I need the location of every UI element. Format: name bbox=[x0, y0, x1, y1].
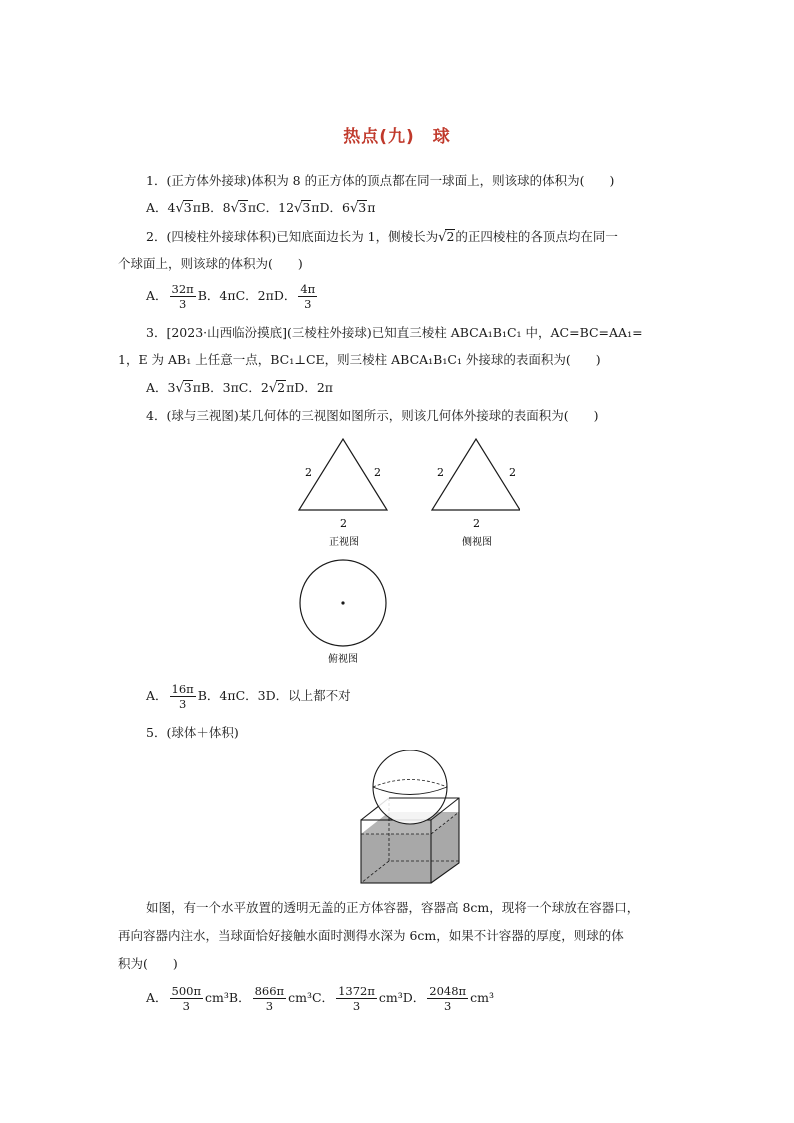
q3-stem-line2: 1，E 为 AB₁ 上任意一点，BC₁⊥CE，则三棱柱 ABCA₁B₁C₁ 外接球的表面积为( ) bbox=[118, 352, 601, 367]
q5-body-line3: 积为( ) bbox=[118, 956, 178, 971]
side-view-bottom-label: 2 bbox=[473, 517, 480, 530]
q1-options: A．4√3πB．8√3πC．12√3πD．6√3π bbox=[146, 200, 376, 216]
sphere bbox=[373, 750, 447, 824]
front-view-right-label: 2 bbox=[374, 466, 381, 479]
q5-option-b-denominator: 3 bbox=[265, 999, 274, 1013]
q4-option-a-fraction bbox=[170, 682, 196, 711]
q4-option-a-label: A． bbox=[146, 688, 168, 703]
q5-option-b-unit: cm³C． bbox=[288, 990, 335, 1005]
page-title: 热点(九) 球 bbox=[343, 127, 451, 147]
q1-stem: 1．(正方体外接球)体积为 8 的正方体的顶点都在同一球面上，则该球的体积为( ) bbox=[146, 173, 615, 188]
top-view-caption: 俯视图 bbox=[328, 654, 358, 665]
q5-stem: 5．(球体＋体积) bbox=[146, 725, 239, 740]
q2-option-d-fraction bbox=[298, 282, 317, 311]
q3-options-middle: πB．3πC．2 bbox=[192, 380, 269, 395]
q2-options-middle: B．4πC．2πD． bbox=[197, 288, 297, 303]
front-view-left-label: 2 bbox=[305, 466, 312, 479]
q2-stem-radicand: 2 bbox=[446, 229, 455, 244]
top-view-center-dot bbox=[341, 601, 344, 604]
side-view-caption: 侧视图 bbox=[462, 537, 492, 548]
q5-option-c-denominator: 3 bbox=[352, 999, 361, 1013]
q2-stem-end: 的正四棱柱的各顶点均在同一 bbox=[455, 229, 618, 244]
q5-option-c-numerator: 1372π bbox=[338, 984, 375, 998]
side-view-triangle bbox=[432, 439, 520, 510]
q1-option-c-prefix: πC．12 bbox=[247, 200, 295, 215]
q5-option-a-label: A． bbox=[146, 990, 168, 1005]
q4-options-rest: B．4πC．3D．以上都不对 bbox=[197, 688, 351, 703]
q1-option-c-radicand: 3 bbox=[302, 200, 311, 215]
q2-option-a-fraction bbox=[170, 282, 196, 311]
q1-option-d-radicand: 3 bbox=[358, 200, 367, 215]
q5-option-c-unit: cm³D． bbox=[378, 990, 426, 1005]
q5-option-c-fraction bbox=[336, 984, 377, 1013]
side-view-left-label: 2 bbox=[437, 466, 444, 479]
q2-options bbox=[146, 282, 319, 311]
q4-option-a-denominator: 3 bbox=[178, 697, 187, 711]
q5-options bbox=[146, 984, 494, 1013]
q5-option-d-fraction bbox=[427, 984, 468, 1013]
q5-option-a-numerator: 500π bbox=[171, 984, 202, 998]
q1-option-d-prefix: πD．6 bbox=[311, 200, 350, 215]
q2-option-a-denominator: 3 bbox=[178, 297, 187, 311]
q5-body-line2: 再向容器内注水，当球面恰好接触水面时测得水深为 6cm，如果不计容器的厚度，则球的体 bbox=[118, 928, 624, 943]
q2-stem-line2: 个球面上，则该球的体积为( ) bbox=[118, 256, 303, 271]
q3-options-end: πD．2π bbox=[286, 380, 333, 395]
q3-stem-line1: 3．[2023·山西临汾摸底](三棱柱外接球)已知直三棱柱 ABCA₁B₁C₁ 中，AC=BC=AA₁= bbox=[146, 325, 643, 340]
q4-option-a-numerator: 16π bbox=[171, 682, 194, 696]
front-view-caption: 正视图 bbox=[329, 537, 359, 548]
q5-option-a-denominator: 3 bbox=[182, 999, 190, 1013]
q3-option-a-prefix: A．3 bbox=[146, 380, 176, 395]
q2-stem-start: 2．(四棱柱外接球体积)已知底面边长为 1，侧棱长为 bbox=[146, 229, 439, 244]
q2-option-d-denominator: 3 bbox=[304, 297, 312, 311]
side-view-right-label: 2 bbox=[509, 466, 516, 479]
sphere-on-cube-figure bbox=[355, 750, 465, 885]
q3-options: A．3√3πB．3πC．2√2πD．2π bbox=[146, 380, 333, 396]
q2-stem: 2．(四棱柱外接球体积)已知底面边长为 1，侧棱长为√2的正四棱柱的各顶点均在同一 bbox=[146, 229, 618, 245]
q2-option-d-numerator: 4π bbox=[300, 282, 316, 296]
front-view-bottom-label: 2 bbox=[340, 517, 347, 530]
q5-option-a-fraction bbox=[170, 984, 204, 1013]
q5-body-line1: 如图，有一个水平放置的透明无盖的正方体容器，容器高 8cm，现将一个球放在容器口， bbox=[146, 900, 640, 915]
q4-options bbox=[146, 682, 351, 711]
q4-stem: 4．(球与三视图)某几何体的三视图如图所示，则该几何体外接球的表面积为( ) bbox=[146, 408, 599, 423]
q2-option-a-numerator: 32π bbox=[171, 282, 194, 296]
q2-option-a-label: A． bbox=[146, 288, 168, 303]
q1-option-d-suffix: π bbox=[367, 200, 376, 215]
three-view-figure bbox=[280, 436, 520, 666]
q5-option-d-denominator: 3 bbox=[444, 999, 452, 1013]
q5-option-b-fraction bbox=[253, 984, 287, 1013]
q3-option-a-radicand: 3 bbox=[183, 380, 192, 395]
q1-option-b-prefix: πB．8 bbox=[192, 200, 231, 215]
q5-option-b-numerator: 866π bbox=[254, 984, 285, 998]
q1-option-b-radicand: 3 bbox=[238, 200, 247, 215]
q3-option-c-radicand: 2 bbox=[277, 380, 286, 395]
q1-option-a-radicand: 3 bbox=[183, 200, 192, 215]
q5-option-d-numerator: 2048π bbox=[429, 984, 467, 998]
q5-option-d-unit: cm³ bbox=[470, 990, 494, 1005]
q1-option-a-prefix: A．4 bbox=[146, 200, 176, 215]
q5-option-a-unit: cm³B． bbox=[205, 990, 251, 1005]
